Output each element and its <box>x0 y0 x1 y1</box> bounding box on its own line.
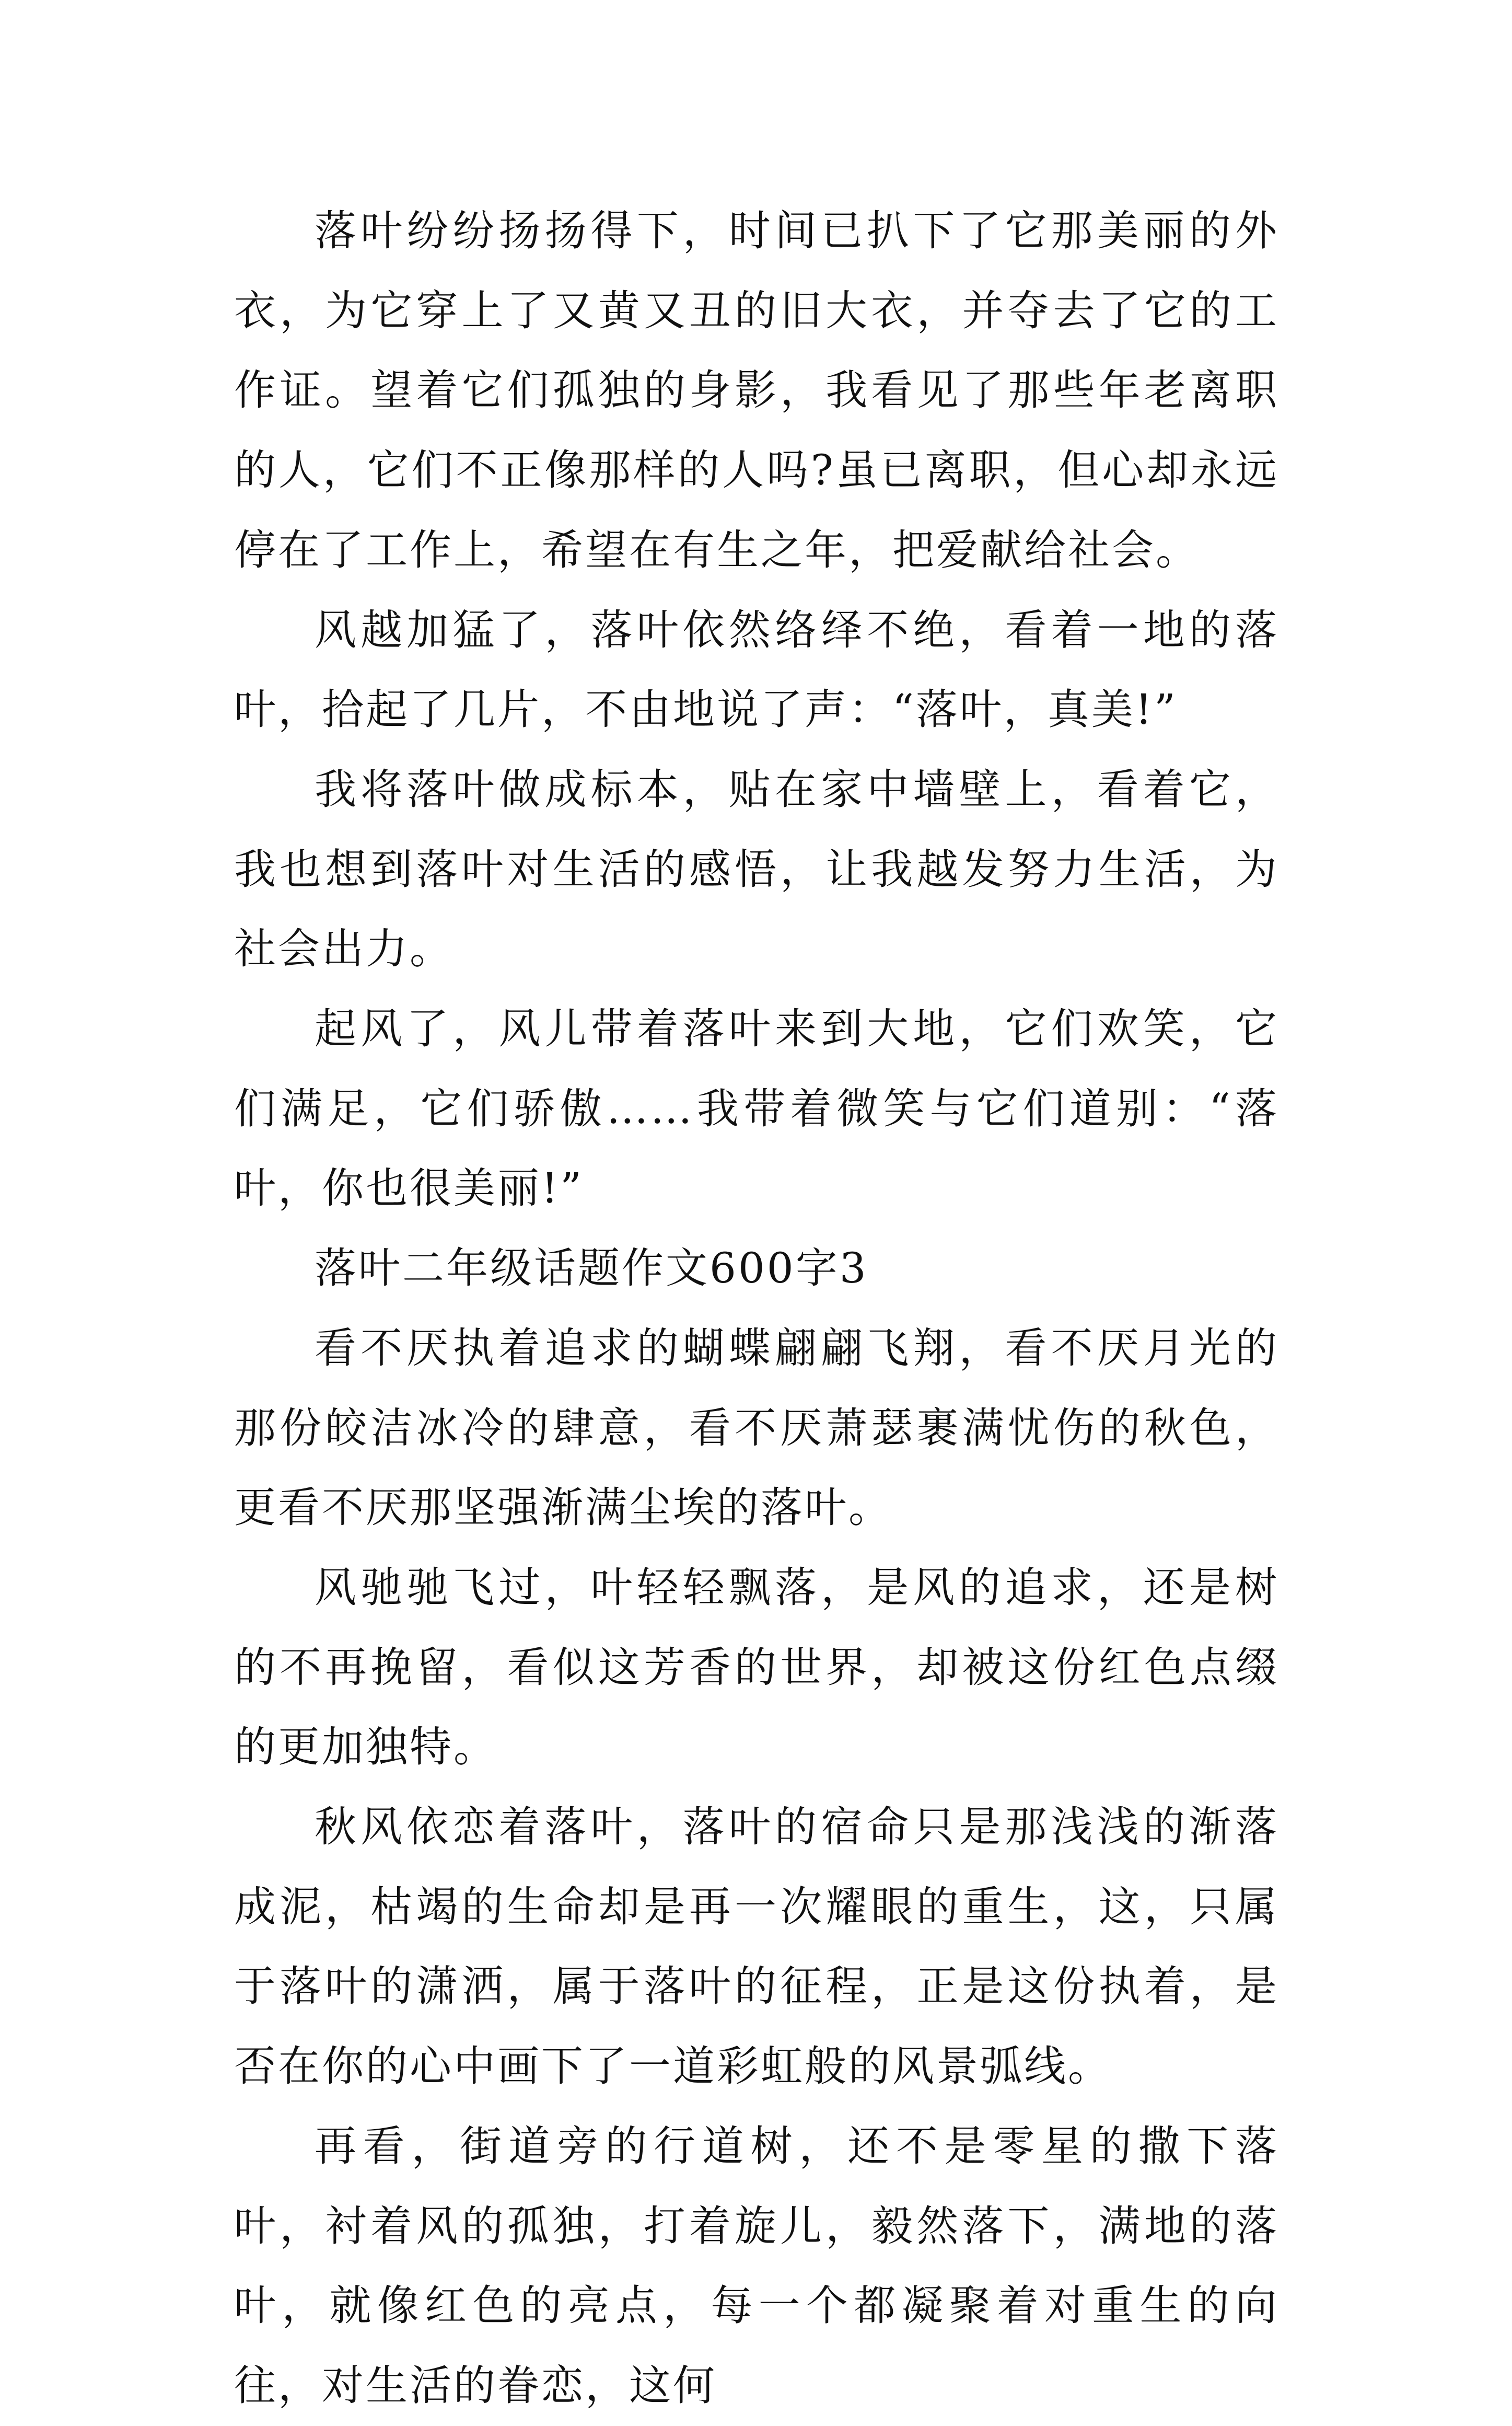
paragraph: 秋风依恋着落叶，落叶的宿命只是那浅浅的渐落成泥，枯竭的生命却是再一次耀眼的重生，这，只属于落叶的潇洒，属于落叶的征程，正是这份执着，是否在你的心中画下了一道彩虹般的风景弧线。 <box>234 1803 1279 2091</box>
paragraph: 起风了，风儿带着落叶来到大地，它们欢笑，它们满足，它们骄傲……我带着微笑与它们道别：“落叶，你也很美丽!” <box>234 1004 1279 1213</box>
paragraph: 风越加猛了，落叶依然络绎不绝，看着一地的落叶，拾起了几片，不由地说了声：“落叶，真美!” <box>234 605 1279 734</box>
paragraph: 再看，街道旁的行道树，还不是零星的撒下落叶，衬着风的孤独，打着旋儿，毅然落下，满地的落叶，就像红色的亮点，每一个都凝聚着对重生的向往，对生活的眷恋，这何 <box>234 2121 1279 2410</box>
section-title: 落叶二年级话题作文600字3 <box>315 1244 868 1293</box>
document-body <box>234 191 1279 2426</box>
paragraph: 我将落叶做成标本，贴在家中墙壁上，看着它，我也想到落叶对生活的感悟，让我越发努力生活，为社会出力。 <box>234 765 1279 974</box>
paragraph: 落叶纷纷扬扬得下，时间已扒下了它那美丽的外衣，为它穿上了又黄又丑的旧大衣，并夺去了它的工作证。望着它们孤独的身影，我看见了那些年老离职的人，它们不正像那样的人吗?虽已离职，但心却永远停在了工作上，希望在有生之年，把爱献给社会。 <box>234 206 1279 574</box>
paragraph: 风驰驰飞过，叶轻轻飘落，是风的追求，还是树的不再挽留，看似这芳香的世界，却被这份红色点缀的更加独特。 <box>234 1563 1279 1772</box>
paragraph: 看不厌执着追求的蝴蝶翩翩飞翔，看不厌月光的那份皎洁冰冷的肆意，看不厌萧瑟裹满忧伤的秋色，更看不厌那坚强渐满尘埃的落叶。 <box>234 1323 1279 1532</box>
